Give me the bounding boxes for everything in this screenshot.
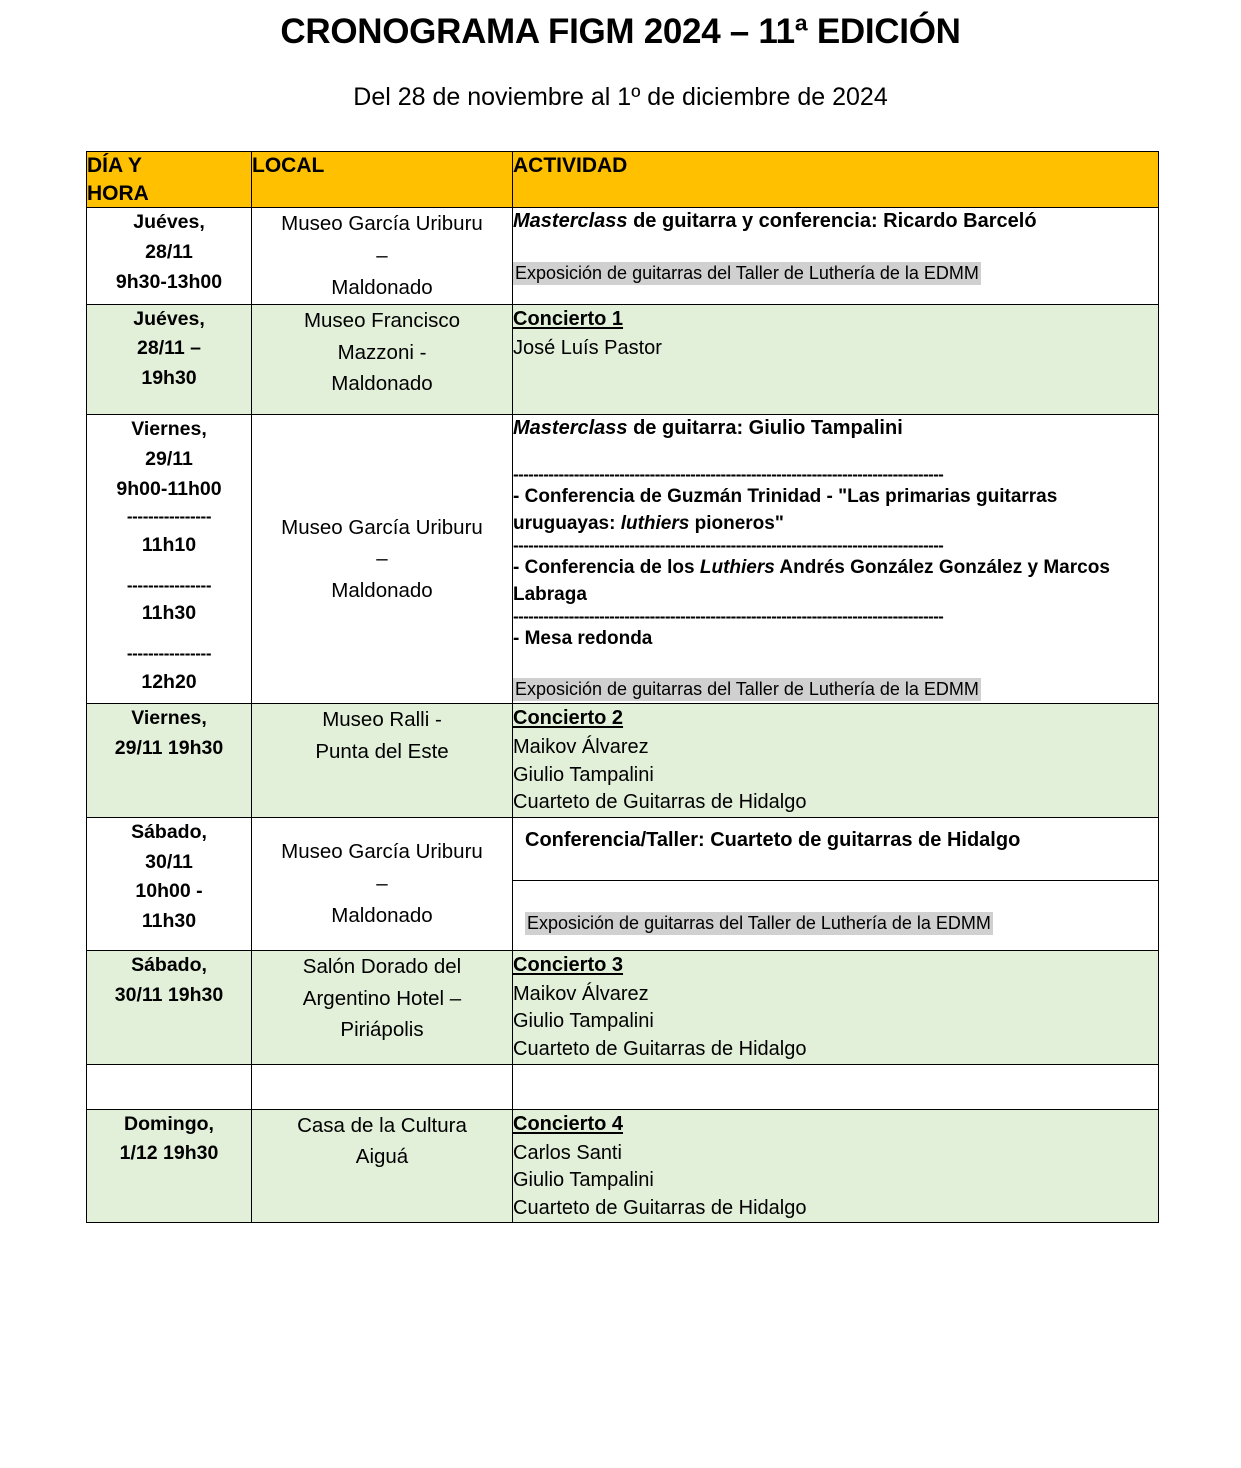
spacer-cell-activity xyxy=(513,1064,1159,1109)
time-line: Viernes, xyxy=(131,418,207,441)
performer-name: Cuarteto de Guitarras de Hidalgo xyxy=(513,1038,807,1061)
activity-title: Conferencia/Taller: Cuarteto de guitarras de Hidalgo xyxy=(525,828,1021,851)
activity-title xyxy=(513,208,1158,235)
cell-activity xyxy=(513,704,1159,818)
time-line: 28/11 – xyxy=(137,337,201,360)
conference-item-italic: luthiers xyxy=(620,512,690,534)
local-line: Piriápolis xyxy=(340,1018,424,1042)
time-line: 30/11 19h30 xyxy=(114,983,224,1006)
cell-activity xyxy=(513,208,1159,304)
time-line: 1/12 19h30 xyxy=(119,1142,219,1165)
local-line: Maldonado xyxy=(331,903,433,927)
table-row xyxy=(87,817,1159,950)
local-line: Museo García Uriburu xyxy=(281,515,483,539)
performer-name: Giulio Tampalini xyxy=(513,763,654,786)
cell-local xyxy=(252,208,513,304)
cell-activity xyxy=(513,817,1159,950)
cell-activity xyxy=(513,304,1159,415)
table-header-row xyxy=(87,152,1159,208)
time-line: 11h10 xyxy=(141,533,197,556)
activity-title-italic: Masterclass xyxy=(513,210,628,233)
local-line: – xyxy=(376,547,388,571)
cell-activity xyxy=(513,415,1159,704)
cell-day-time xyxy=(87,704,252,818)
conference-item xyxy=(513,555,1158,608)
spacer-cell-time xyxy=(87,1064,252,1109)
local-line: Maldonado xyxy=(331,275,433,299)
activity-highlight-wrap xyxy=(525,911,1148,935)
performer-name: Maikov Álvarez xyxy=(513,982,649,1005)
activity-title-rest: de guitarra: Giulio Tampalini xyxy=(627,417,903,440)
activity-spacer xyxy=(513,392,1158,414)
time-separator: ---------------- xyxy=(126,644,212,663)
local-line: Maldonado xyxy=(331,372,433,396)
local-line: Maldonado xyxy=(331,579,433,603)
performer-name: José Luís Pastor xyxy=(513,336,662,359)
table-row xyxy=(87,415,1159,704)
spacer-cell-local xyxy=(252,1064,513,1109)
performer-name: Maikov Álvarez xyxy=(513,736,649,759)
concert-heading: Concierto 3 xyxy=(513,953,624,976)
time-line: Domingo, xyxy=(124,1112,214,1135)
cell-local xyxy=(252,1109,513,1223)
activity-title-italic: Masterclass xyxy=(513,417,628,440)
cell-local xyxy=(252,704,513,818)
local-line: Mazzoni - xyxy=(337,340,427,364)
time-line: Viernes, xyxy=(131,707,207,730)
activity-rule: ------------------------------------------------------------------------------------- xyxy=(513,466,944,485)
cell-day-time xyxy=(87,817,252,950)
conference-item-part: pioneros" xyxy=(689,512,784,534)
activity-sub-top xyxy=(513,818,1158,880)
schedule-table xyxy=(86,151,1159,1223)
activity-title xyxy=(513,415,1158,442)
cell-day-time xyxy=(87,304,252,415)
conference-item-italic: Luthiers xyxy=(699,557,775,579)
exposition-highlight: Exposición de guitarras del Taller de Luthería de la EDMM xyxy=(515,263,979,284)
cell-local xyxy=(252,950,513,1064)
column-header-time xyxy=(87,152,252,208)
local-line: Museo Francisco xyxy=(303,308,461,332)
performer-name: Giulio Tampalini xyxy=(513,1010,654,1033)
performer-name: Cuarteto de Guitarras de Hidalgo xyxy=(513,791,807,814)
cell-local xyxy=(252,415,513,704)
time-line: 9h00-11h00 xyxy=(116,477,222,500)
time-spacer xyxy=(87,561,251,573)
time-line: Sábado, xyxy=(131,820,207,843)
cell-day-time xyxy=(87,208,252,304)
local-line: Aiguá xyxy=(355,1145,409,1169)
cell-activity xyxy=(513,950,1159,1064)
performer-name: Cuarteto de Guitarras de Hidalgo xyxy=(513,1196,807,1219)
time-line: 29/11 19h30 xyxy=(114,736,224,759)
schedule-table-container xyxy=(86,151,1158,1223)
local-line: – xyxy=(376,244,388,268)
cell-day-time xyxy=(87,950,252,1064)
column-header-time-line2: HORA xyxy=(87,181,149,205)
time-line: Sábado, xyxy=(131,953,207,976)
concert-heading: Concierto 1 xyxy=(513,307,624,330)
conference-item-part: - Conferencia de Guzmán Trinidad - "Las primarias guitarras uruguayas: xyxy=(513,486,1058,534)
table-row xyxy=(87,1109,1159,1223)
activity-highlight-wrap xyxy=(513,259,1158,287)
activity-rule: ------------------------------------------------------------------------------------- xyxy=(513,608,944,627)
activity-spacer xyxy=(513,362,1158,392)
exposition-highlight: Exposición de guitarras del Taller de Luthería de la EDMM xyxy=(515,678,979,699)
activity-spacer xyxy=(513,237,1158,259)
time-separator: ---------------- xyxy=(126,576,212,595)
time-line: 28/11 xyxy=(145,241,193,264)
time-line: Juéves, xyxy=(133,307,205,330)
activity-spacer xyxy=(513,653,1158,675)
page-subtitle: Del 28 de noviembre al 1º de diciembre de 2024 xyxy=(353,83,888,112)
table-row xyxy=(87,208,1159,304)
cell-local xyxy=(252,304,513,415)
cell-activity xyxy=(513,1109,1159,1223)
time-line: 19h30 xyxy=(141,366,197,389)
local-line: Museo García Uriburu xyxy=(281,212,483,236)
exposition-highlight: Exposición de guitarras del Taller de Luthería de la EDMM xyxy=(527,912,991,933)
activity-spacer xyxy=(513,444,1158,466)
local-line: Salón Dorado del xyxy=(302,954,462,978)
conference-item xyxy=(513,484,1158,537)
table-row xyxy=(87,304,1159,415)
time-line: 11h30 xyxy=(141,909,197,932)
concert-heading: Concierto 2 xyxy=(513,707,624,730)
local-line: Casa de la Cultura xyxy=(297,1113,467,1137)
time-spacer xyxy=(87,629,251,641)
cell-day-time xyxy=(87,415,252,704)
table-header xyxy=(87,152,1159,208)
local-line: Museo García Uriburu xyxy=(281,840,483,864)
time-line: 11h30 xyxy=(141,602,197,625)
time-line: Juéves, xyxy=(133,211,205,234)
cell-local xyxy=(252,817,513,950)
local-line: Argentino Hotel – xyxy=(302,986,462,1010)
performer-name: Carlos Santi xyxy=(513,1141,622,1164)
local-line: Punta del Este xyxy=(315,739,449,763)
cell-day-time xyxy=(87,1109,252,1223)
activity-rule: ------------------------------------------------------------------------------------- xyxy=(513,537,944,556)
table-row-spacer xyxy=(87,1064,1159,1109)
table-row xyxy=(87,704,1159,818)
conference-item-part: Andrés González González y Marcos Labraga xyxy=(513,557,1110,605)
time-line: 30/11 xyxy=(145,850,193,873)
performer-name: Giulio Tampalini xyxy=(513,1169,654,1192)
page-title: CRONOGRAMA FIGM 2024 – 11ª EDICIÓN xyxy=(280,12,961,51)
local-line: – xyxy=(376,871,388,895)
time-line: 10h00 - xyxy=(135,880,203,903)
column-header-local: LOCAL xyxy=(252,152,513,208)
local-line: Museo Ralli - xyxy=(322,708,442,732)
time-line: 12h20 xyxy=(141,670,197,693)
column-header-activity: ACTIVIDAD xyxy=(513,152,1159,208)
conference-item-part: - Conferencia de los xyxy=(513,557,700,579)
table-body xyxy=(87,208,1159,1223)
concert-heading: Concierto 4 xyxy=(513,1112,624,1135)
activity-highlight-wrap xyxy=(513,675,1158,703)
activity-title-rest: de guitarra y conferencia: Ricardo Barceló xyxy=(627,210,1037,233)
conference-item: - Mesa redonda xyxy=(513,628,653,650)
time-line: 29/11 xyxy=(145,447,193,470)
table-row xyxy=(87,950,1159,1064)
time-line: 9h30-13h00 xyxy=(115,270,223,293)
time-separator: ---------------- xyxy=(126,508,212,527)
column-header-time-line1: DÍA Y xyxy=(87,154,142,177)
activity-sub-bottom xyxy=(513,880,1158,950)
